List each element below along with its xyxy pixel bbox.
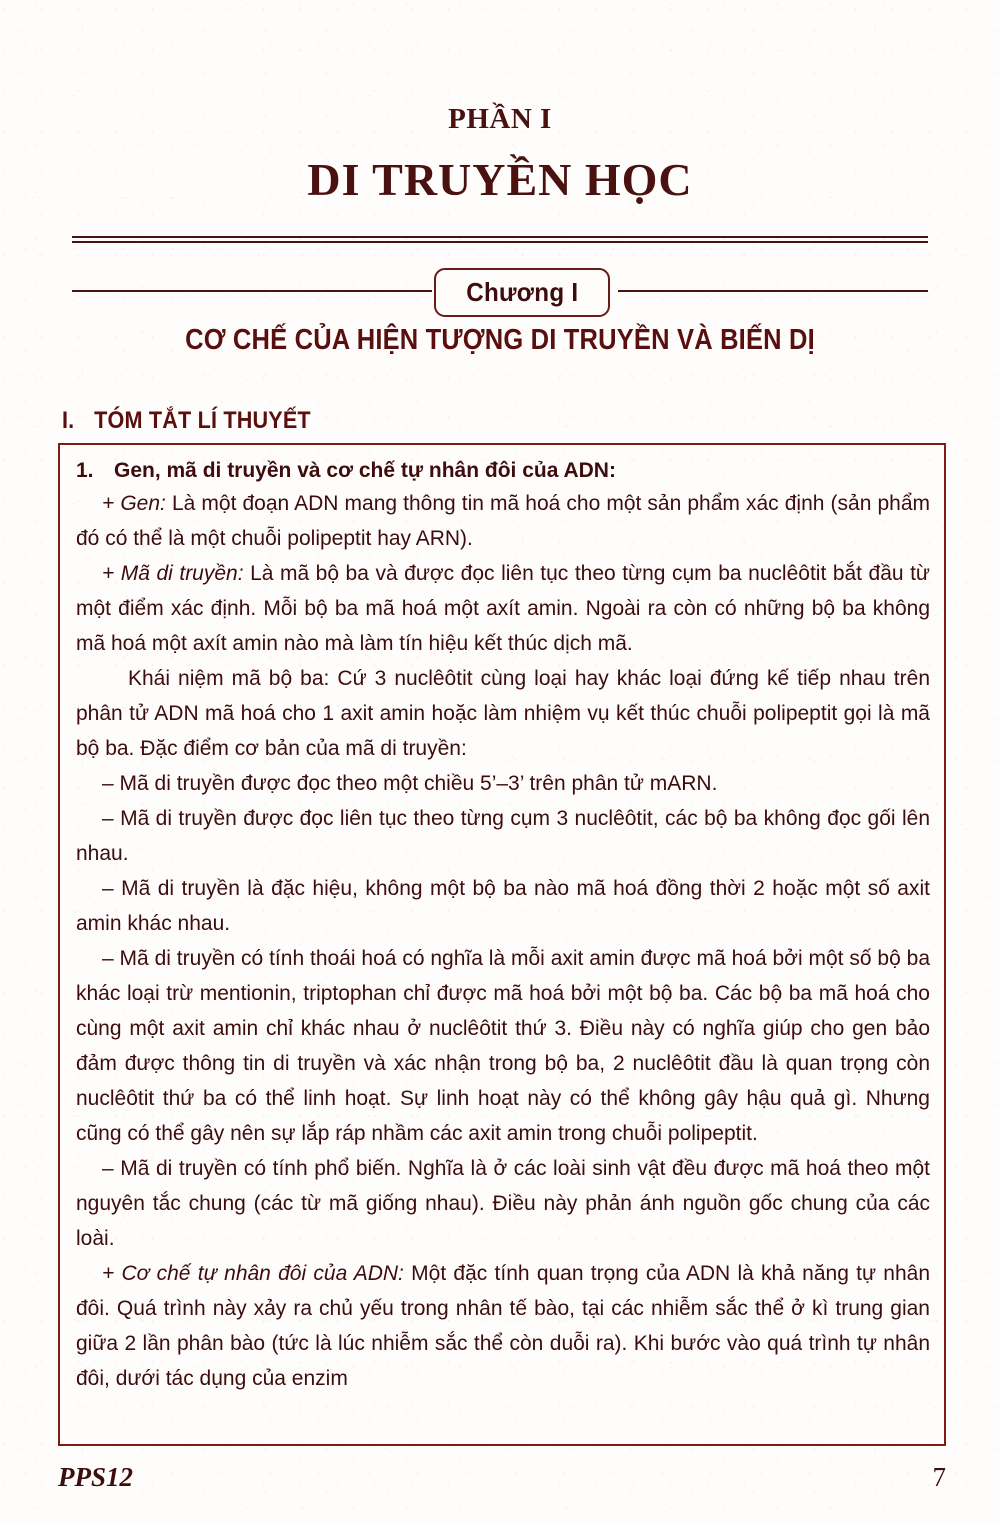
paragraph-text: – Mã di truyền có tính phổ biến. Nghĩa là ở các loài sinh vật đều được mã hoá theo một nguyên tắc chung (các từ mã giống nhau). Điều này phản ánh nguồn gốc chung của các loài. [76,1157,930,1250]
paragraph-text: – Mã di truyền là đặc hiệu, không một bộ ba nào mã hoá đồng thời 2 hoặc một số axit amin khác nhau. [76,877,930,935]
page-footer [58,1462,946,1496]
section-heading-number: I. [62,407,75,434]
paragraph-text: Một đặc tính quan trọng của ADN là khả năng tự nhân đôi. Quá trình này xảy ra chủ yếu trong nhân tế bào, tại các nhiễm sắc thể ở kì trung gian giữa 2 lần phân bào (tức là lúc nhiễm sắc thể còn duỗi ra). Khi bước vào quá trình tự nhân đôi, dưới tác dụng của enzim [76,1262,930,1390]
chapter-title: CƠ CHẾ CỦA HIỆN TƯỢNG DI TRUYỀN VÀ BIẾN DỊ [185,324,815,356]
paragraph-bullet-2 [76,801,930,871]
item-title: Gen, mã di truyền và cơ chế tự nhân đôi của ADN: [114,459,616,482]
paragraph-label: + Mã di truyền: [102,562,244,585]
paragraph-co-che-tu-nhan-doi [76,1256,930,1396]
chapter-rule-left [72,290,432,292]
double-rule-divider [72,236,928,243]
paragraph-bullet-3 [76,871,930,941]
part-title: DI TRUYỀN HỌC [307,154,693,205]
footer-book-code: PPS12 [58,1462,134,1492]
paragraph-bullet-5 [76,1151,930,1256]
paragraph-bullet-1 [76,766,930,801]
paragraph-text: Khái niệm mã bộ ba: Cứ 3 nuclêôtit cùng loại hay khác loại đứng kế tiếp nhau trên phân tử ADN mã hoá cho 1 axit amin hoặc làm nhiệm vụ kết thúc chuỗi polipeptit gọi là mã bộ ba. Đặc điểm cơ bản của mã di truyền: [76,667,930,760]
section-heading-label: TÓM TẮT LÍ THUYẾT [94,407,311,434]
rule-line-top [72,236,928,238]
theory-frame [58,443,946,1446]
paragraph-label: + Cơ chế tự nhân đôi của ADN: [102,1262,404,1285]
chapter-badge [434,268,610,317]
page-number: 7 [932,1462,946,1492]
paragraph-text: – Mã di truyền được đọc theo một chiều 5’–3’ trên phân tử mARN. [102,772,718,795]
paragraph-bullet-4 [76,941,930,1151]
item-title-row [76,455,930,486]
chapter-band [72,268,928,314]
paragraph-text: Là mã bộ ba và được đọc liên tục theo từng cụm ba nuclêôtit bắt đầu từ một điểm xác định. Mỗi bộ ba mã hoá một axít amin. Ngoài ra còn có những bộ ba không mã hoá một axít amin nào mà làm tín hiệu kết thúc dịch mã. [76,562,930,655]
part-label: PHẦN I [448,103,552,135]
paragraph-label: + Gen: [102,492,166,515]
section-heading [62,407,311,435]
chapter-rule-right [618,290,928,292]
chapter-badge-label: Chương I [465,277,579,307]
paragraph-khai-niem [76,661,930,766]
paragraph-text: – Mã di truyền có tính thoái hoá có nghĩa là mỗi axit amin được mã hoá bởi một số bộ ba khác loại trừ mentionin, triptophan chỉ được mã hoá bởi một bộ ba. Các bộ ba mã hoá cho cùng một axit amin chỉ khác nhau ở nuclêôtit thứ 3. Điều này có nghĩa giúp cho gen bảo đảm được thông tin di truyền và xác nhận trong bộ ba, 2 nuclêôtit đầu là quan trọng còn nuclêôtit thứ ba có thể linh hoạt. Sự linh hoạt này có thể không gây hậu quả gì. Nhưng cũng có thể gây nên sự lắp ráp nhầm các axit amin trong chuỗi polipeptit. [76,947,930,1145]
rule-line-bottom [72,241,928,243]
paragraph-ma-di-truyen [76,556,930,661]
item-number: 1. [76,459,94,482]
paragraph-text: – Mã di truyền được đọc liên tục theo từng cụm 3 nuclêôtit, các bộ ba không đọc gối lên nhau. [76,807,930,865]
paragraph-gen [76,486,930,556]
paragraph-text: Là một đoạn ADN mang thông tin mã hoá cho một sản phẩm xác định (sản phẩm đó có thể là một chuỗi polipeptit hay ARN). [76,492,930,550]
